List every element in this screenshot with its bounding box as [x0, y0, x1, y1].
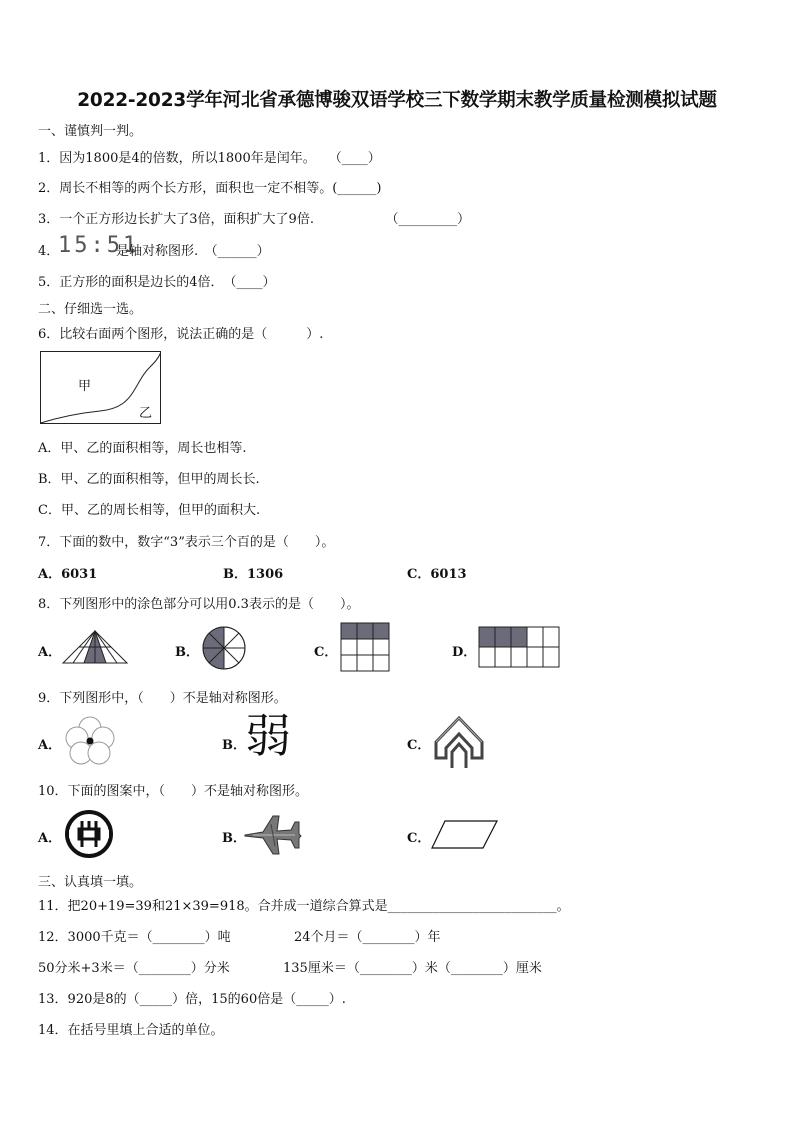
- q8-circle-figure: [202, 626, 246, 670]
- question-12-line1-b: 24个月＝（________）年: [294, 930, 441, 945]
- fighter-jet-icon: [245, 812, 301, 860]
- q6-option-a: A．甲、乙的面积相等，周长也相等.: [38, 441, 247, 456]
- q8-option-c-label: C．: [314, 645, 338, 660]
- q8-option-b-label: B．: [175, 645, 199, 660]
- question-12-line1-a: 12．3000千克＝（________）吨: [38, 930, 231, 945]
- question-6: 6．比较右面两个图形，说法正确的是（ ）.: [38, 327, 324, 342]
- question-11: 11．把20+19=39和21×39=918。合并成一道综合算式是__________________________。: [38, 899, 570, 914]
- q8-option-a-label: A．: [38, 645, 62, 660]
- question-2: 2．周长不相等的两个长方形，面积也一定不相等。(______): [38, 181, 382, 196]
- q10-option-b-label: B．: [222, 831, 246, 846]
- q9-option-b-label: B．: [222, 738, 246, 753]
- question-4-prefix: 4．: [38, 244, 60, 259]
- question-3: 3．一个正方形边长扩大了3倍，面积扩大了9倍. （_________）: [38, 212, 470, 227]
- q10-parallelogram-figure: [431, 820, 499, 850]
- question-14: 14．在括号里填上合适的单位。: [38, 1023, 224, 1038]
- section-heading-fill: 三、认真填一填。: [38, 875, 143, 890]
- q10-option-a-label: A．: [38, 831, 62, 846]
- q6-option-b: B．甲、乙的面积相等，但甲的周长长.: [38, 472, 260, 487]
- question-7: 7．下面的数中，数字“3”表示三个百的是（ ）。: [38, 535, 335, 550]
- question-8: 8．下列图形中的涂色部分可以用0.3表示的是（ ）。: [38, 597, 360, 612]
- q9-option-a-label: A．: [38, 738, 62, 753]
- q6-label-jia: 甲: [78, 379, 92, 394]
- page-title: 2022-2023学年河北省承德博骏双语学校三下数学期末教学质量检测模拟试题: [77, 90, 717, 111]
- question-10: 10．下面的图案中，（ ）不是轴对称图形。: [38, 784, 309, 799]
- question-5: 5．正方形的面积是边长的4倍． （____）: [38, 275, 276, 290]
- q6-option-c: C．甲、乙的周长相等，但甲的面积大.: [38, 503, 261, 518]
- q10-option-c-label: C．: [407, 831, 431, 846]
- zigzag-logo-icon: [432, 712, 486, 770]
- q7-option-c: C．6013: [407, 567, 467, 582]
- question-12-line2-b: 135厘米＝（________）米（________）厘米: [283, 961, 542, 976]
- question-9: 9．下列图形中，（ ）不是轴对称图形。: [38, 691, 287, 706]
- q8-triangle-figure: [62, 630, 128, 664]
- q6-label-yi: 乙: [139, 406, 153, 421]
- digital-clock-text: 15:51: [58, 233, 140, 258]
- q9-character-ruo: 弱: [245, 709, 291, 763]
- bank-logo-icon: [63, 809, 115, 859]
- q8-option-d-label: D．: [452, 645, 477, 660]
- section-heading-choose: 二、仔细选一选。: [38, 302, 143, 317]
- question-1: 1．因为1800是4的倍数，所以1800年是闰年。 （____）: [38, 151, 381, 166]
- q8-grid-3x3-figure: [340, 622, 390, 672]
- q7-option-b: B．1306: [223, 567, 284, 582]
- q9-option-c-label: C．: [407, 738, 431, 753]
- q8-grid-5x2-figure: [478, 626, 560, 668]
- question-4-suffix: 是轴对称图形. （______）: [116, 244, 270, 259]
- q7-option-a: A．6031: [38, 567, 98, 582]
- question-12-line2-a: 50分米+3米＝（________）分米: [38, 961, 230, 976]
- flower-icon: [63, 716, 117, 766]
- section-heading-judge: 一、谨慎判一判。: [38, 124, 143, 139]
- question-13: 13．920是8的（_____）倍，15的60倍是（_____）.: [38, 992, 346, 1007]
